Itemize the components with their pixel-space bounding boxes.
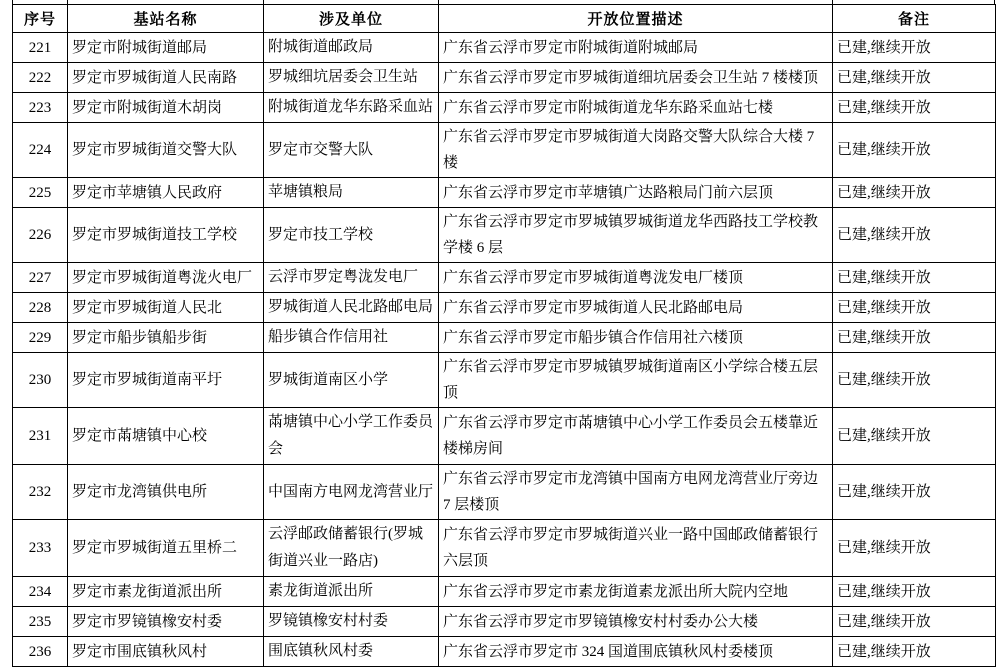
location-cell: 广东省云浮市罗定市苹塘镇广达路粮局门前六层顶 <box>439 178 833 208</box>
row-id-cell: 226 <box>13 208 68 263</box>
station-name-cell: 罗定市罗城街道南平圩 <box>68 353 264 408</box>
table-row <box>13 63 996 93</box>
row-id-cell: 228 <box>13 293 68 323</box>
table-row <box>13 93 996 123</box>
column-header-remark: 备注 <box>833 5 996 33</box>
remark-cell: 已建,继续开放 <box>833 408 996 465</box>
location-cell: 广东省云浮市罗定市罗城街道人民北路邮电局 <box>439 293 833 323</box>
location-cell: 广东省云浮市罗定市罗城街道细坑居委会卫生站 7 楼楼顶 <box>439 63 833 93</box>
location-cell: 广东省云浮市罗定市罗城街道大岗路交警大队综合大楼 7 楼 <box>439 123 833 178</box>
remark-cell: 已建,继续开放 <box>833 178 996 208</box>
station-name-cell: 罗定市罗城街道技工学校 <box>68 208 264 263</box>
table-row <box>13 123 996 178</box>
station-name-cell: 罗定市罗城街道粤泷火电厂 <box>68 263 264 293</box>
station-name-cell: 罗定市罗城街道交警大队 <box>68 123 264 178</box>
remark-cell: 已建,继续开放 <box>833 208 996 263</box>
table-row <box>13 577 996 607</box>
location-cell: 广东省云浮市罗定市船步镇合作信用社六楼顶 <box>439 323 833 353</box>
remark-cell: 已建,继续开放 <box>833 577 996 607</box>
unit-cell: 素龙街道派出所 <box>264 577 439 607</box>
table-row <box>13 520 996 577</box>
table-row <box>13 178 996 208</box>
station-name-cell: 罗定市围底镇秋风村 <box>68 637 264 667</box>
row-id-cell: 232 <box>13 465 68 520</box>
table-row <box>13 607 996 637</box>
location-cell: 广东省云浮市罗定市 324 国道围底镇秋风村委楼顶 <box>439 637 833 667</box>
location-cell: 广东省云浮市罗定市㒼塘镇中心小学工作委员会五楼靠近楼梯房间 <box>439 408 833 465</box>
table-body <box>13 33 996 667</box>
row-id-cell: 225 <box>13 178 68 208</box>
row-id-cell: 231 <box>13 408 68 465</box>
station-name-cell: 罗定市罗镜镇橡安村委 <box>68 607 264 637</box>
unit-cell: 云浮市罗定粤泷发电厂 <box>264 263 439 293</box>
location-cell: 广东省云浮市罗定市龙湾镇中国南方电网龙湾营业厅旁边 7 层楼顶 <box>439 465 833 520</box>
station-name-cell: 罗定市㒼塘镇中心校 <box>68 408 264 465</box>
table-row <box>13 408 996 465</box>
remark-cell: 已建,继续开放 <box>833 607 996 637</box>
location-cell: 广东省云浮市罗定市罗城镇罗城街道龙华西路技工学校教学楼 6 层 <box>439 208 833 263</box>
station-name-cell: 罗定市龙湾镇供电所 <box>68 465 264 520</box>
row-id-cell: 221 <box>13 33 68 63</box>
unit-cell: 附城街道龙华东路采血站 <box>264 93 439 123</box>
remark-cell: 已建,继续开放 <box>833 123 996 178</box>
location-cell: 广东省云浮市罗定市罗城街道兴业一路中国邮政储蓄银行六层顶 <box>439 520 833 577</box>
unit-cell: 中国南方电网龙湾营业厅 <box>264 465 439 520</box>
station-name-cell: 罗定市附城街道木胡岗 <box>68 93 264 123</box>
unit-cell: 云浮邮政储蓄银行(罗城街道兴业一路店) <box>264 520 439 577</box>
station-name-cell: 罗定市素龙街道派出所 <box>68 577 264 607</box>
unit-cell: 围底镇秋风村委 <box>264 637 439 667</box>
remark-cell: 已建,继续开放 <box>833 323 996 353</box>
header-row <box>13 5 996 33</box>
station-name-cell: 罗定市罗城街道人民北 <box>68 293 264 323</box>
column-header-index: 序号 <box>13 5 68 33</box>
row-id-cell: 224 <box>13 123 68 178</box>
unit-cell: 罗镜镇橡安村村委 <box>264 607 439 637</box>
location-cell: 广东省云浮市罗定市罗城镇罗城街道南区小学综合楼五层顶 <box>439 353 833 408</box>
row-id-cell: 233 <box>13 520 68 577</box>
remark-cell: 已建,继续开放 <box>833 63 996 93</box>
remark-cell: 已建,继续开放 <box>833 33 996 63</box>
row-id-cell: 235 <box>13 607 68 637</box>
remark-cell: 已建,继续开放 <box>833 465 996 520</box>
row-id-cell: 227 <box>13 263 68 293</box>
row-id-cell: 230 <box>13 353 68 408</box>
column-header-unit: 涉及单位 <box>264 5 439 33</box>
station-name-cell: 罗定市苹塘镇人民政府 <box>68 178 264 208</box>
column-header-name: 基站名称 <box>68 5 264 33</box>
remark-cell: 已建,继续开放 <box>833 263 996 293</box>
station-name-cell: 罗定市船步镇船步街 <box>68 323 264 353</box>
unit-cell: 附城街道邮政局 <box>264 33 439 63</box>
row-id-cell: 236 <box>13 637 68 667</box>
unit-cell: 㒼塘镇中心小学工作委员会 <box>264 408 439 465</box>
row-id-cell: 222 <box>13 63 68 93</box>
remark-cell: 已建,继续开放 <box>833 93 996 123</box>
table-row <box>13 465 996 520</box>
station-name-cell: 罗定市罗城街道五里桥二 <box>68 520 264 577</box>
location-cell: 广东省云浮市罗定市素龙街道素龙派出所大院内空地 <box>439 577 833 607</box>
unit-cell: 苹塘镇粮局 <box>264 178 439 208</box>
location-cell: 广东省云浮市罗定市附城街道附城邮局 <box>439 33 833 63</box>
table-row <box>13 293 996 323</box>
location-cell: 广东省云浮市罗定市附城街道龙华东路采血站七楼 <box>439 93 833 123</box>
station-name-cell: 罗定市附城街道邮局 <box>68 33 264 63</box>
remark-cell: 已建,继续开放 <box>833 637 996 667</box>
location-cell: 广东省云浮市罗定市罗镜镇橡安村村委办公大楼 <box>439 607 833 637</box>
unit-cell: 船步镇合作信用社 <box>264 323 439 353</box>
table-row <box>13 637 996 667</box>
table-row <box>13 323 996 353</box>
row-id-cell: 234 <box>13 577 68 607</box>
base-station-table <box>12 4 996 667</box>
location-cell: 广东省云浮市罗定市罗城街道粤泷发电厂楼顶 <box>439 263 833 293</box>
station-name-cell: 罗定市罗城街道人民南路 <box>68 63 264 93</box>
table-row <box>13 208 996 263</box>
table-row <box>13 353 996 408</box>
row-id-cell: 229 <box>13 323 68 353</box>
table-row <box>13 33 996 63</box>
unit-cell: 罗定市技工学校 <box>264 208 439 263</box>
remark-cell: 已建,继续开放 <box>833 520 996 577</box>
column-header-location: 开放位置描述 <box>439 5 833 33</box>
unit-cell: 罗城街道南区小学 <box>264 353 439 408</box>
unit-cell: 罗城细坑居委会卫生站 <box>264 63 439 93</box>
table-row <box>13 263 996 293</box>
remark-cell: 已建,继续开放 <box>833 293 996 323</box>
row-id-cell: 223 <box>13 93 68 123</box>
unit-cell: 罗定市交警大队 <box>264 123 439 178</box>
remark-cell: 已建,继续开放 <box>833 353 996 408</box>
unit-cell: 罗城街道人民北路邮电局 <box>264 293 439 323</box>
